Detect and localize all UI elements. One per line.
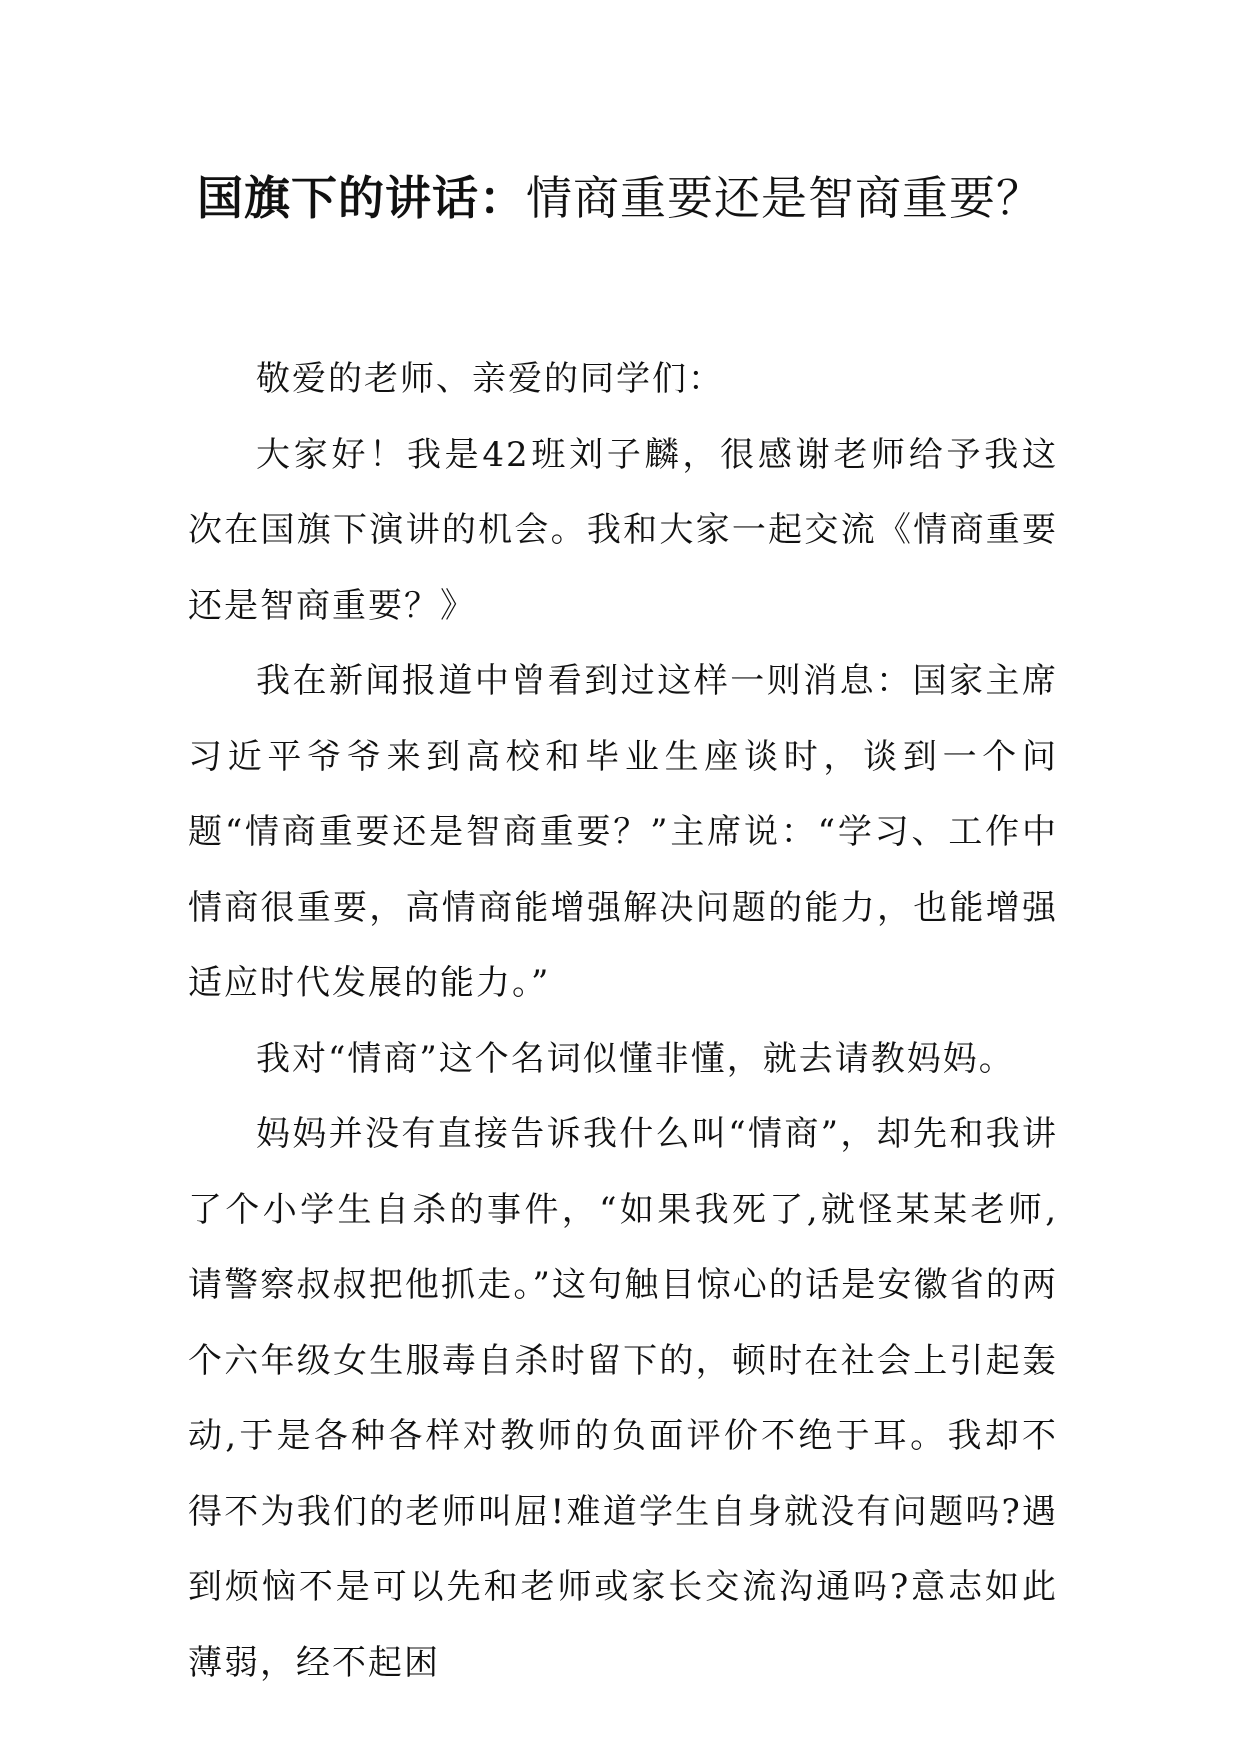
- paragraph-news-report: 我在新闻报道中曾看到过这样一则消息：国家主席习近平爷爷来到高校和毕业生座谈时，谈到一个问题“情商重要还是智商重要？”主席说：“学习、工作中情商很重要，高情商能增强解决问题的能力，也能增强适应时代发展的能力。”: [188, 661, 1058, 1003]
- paragraph-ask-mother: 我对“情商”这个名词似懂非懂，就去请教妈妈。: [256, 1038, 1015, 1079]
- title-rest-part: 情商重要还是智商重要？: [526, 171, 1043, 225]
- paragraph-mother-story: 妈妈并没有直接告诉我什么叫“情商”，却先和我讲了个小学生自杀的事件，“如果我死了,就怪某某老师,请警察叔叔把他抓走。”这句触目惊心的话是安徽省的两个六年级女生服毒自杀时留下的，顿时在社会上引起轰动,于是各种各样对教师的负面评价不绝于耳。我却不得不为我们的老师叫屈!难道学生自身就没有问题吗?遇到烦恼不是可以先和老师或家长交流沟通吗?意志如此薄弱，经不起困: [188, 1114, 1058, 1683]
- document-title: [0, 168, 1240, 228]
- paragraph-introduction: 大家好！我是42班刘子麟，很感谢老师给予我这次在国旗下演讲的机会。我和大家一起交流《情商重要还是智商重要？》: [188, 434, 1058, 626]
- document-body: [188, 342, 1058, 1701]
- title-bold-part: 国旗下的讲话：: [197, 171, 526, 225]
- paragraph-salutation: 敬爱的老师、亲爱的同学们：: [256, 359, 724, 399]
